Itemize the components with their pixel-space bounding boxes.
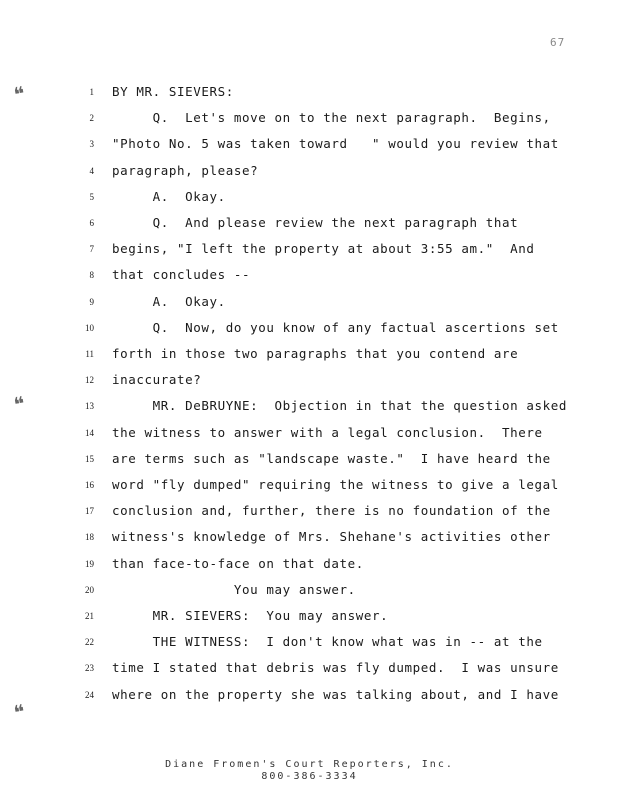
line-text: the witness to answer with a legal conclusion. There	[112, 424, 543, 440]
transcript-line	[0, 372, 619, 392]
line-number: 13	[85, 401, 94, 412]
transcript-line	[0, 110, 619, 130]
transcript-line	[0, 189, 619, 209]
line-text: forth in those two paragraphs that you contend are	[112, 346, 519, 361]
line-number: 18	[85, 532, 94, 543]
line-number: 22	[85, 637, 94, 648]
transcript-line	[0, 241, 619, 261]
transcript-line	[0, 608, 619, 628]
line-text: A. Okay.	[112, 293, 226, 309]
footer-company: Diane Fromen's Court Reporters, Inc.	[165, 759, 454, 770]
line-text: Q. Now, do you know of any factual ascertions set	[112, 319, 559, 335]
line-text: paragraph, please?	[112, 162, 259, 178]
transcript-line	[0, 267, 619, 287]
transcript-line	[0, 215, 619, 235]
line-number: 10	[85, 322, 94, 333]
line-number: 23	[85, 663, 94, 674]
transcript-line	[0, 660, 619, 680]
transcript-line	[0, 687, 619, 707]
transcript-line	[0, 477, 619, 497]
line-text: Q. Let's move on to the next paragraph. Begins,	[112, 110, 551, 126]
line-number: 15	[85, 453, 94, 464]
transcript-line	[0, 163, 619, 183]
line-number: 4	[89, 165, 94, 176]
page-number: 67	[550, 36, 566, 49]
line-number: 24	[85, 689, 94, 700]
transcript-line	[0, 503, 619, 523]
transcript-line	[0, 556, 619, 576]
line-text: MR. DeBRUYNE: Objection in that the question asked	[112, 398, 568, 414]
line-number: 9	[89, 296, 94, 307]
transcript-line	[0, 451, 619, 471]
line-text: witness's knowledge of Mrs. Shehane's activities other	[112, 529, 551, 545]
line-text: word "fly dumped" requiring the witness to give a legal	[112, 477, 559, 492]
line-number: 8	[89, 270, 94, 281]
line-text: where on the property she was talking about, and I have	[112, 686, 559, 702]
margin-mark-icon: ❝	[11, 391, 27, 417]
transcript-line	[0, 136, 619, 156]
line-number: 21	[85, 611, 94, 621]
footer-phone: 800-386-3334	[261, 771, 358, 782]
line-number: 17	[85, 506, 94, 517]
margin-mark-icon: ❝	[11, 699, 27, 725]
line-text: that concludes --	[112, 267, 251, 283]
line-text: "Photo No. 5 was taken toward " would you review that	[112, 136, 559, 152]
transcript-line	[0, 320, 619, 340]
transcript-line	[0, 346, 619, 366]
transcript-line	[0, 84, 619, 104]
line-text: than face-to-face on that date.	[112, 555, 364, 571]
transcript-line	[0, 294, 619, 314]
line-text: conclusion and, further, there is no foundation of the	[112, 503, 551, 519]
transcript-line	[0, 529, 619, 549]
line-number: 19	[85, 558, 94, 569]
line-text: A. Okay.	[112, 188, 226, 204]
transcript-line	[0, 582, 619, 602]
transcript-line	[0, 398, 619, 418]
line-number: 3	[89, 139, 94, 150]
line-number: 7	[89, 244, 94, 255]
line-number: 20	[85, 584, 94, 595]
line-number: 11	[85, 349, 94, 359]
line-text: inaccurate?	[112, 372, 202, 388]
line-text: time I stated that debris was fly dumped. I was unsure	[112, 660, 559, 676]
line-text: Q. And please review the next paragraph that	[112, 215, 519, 230]
line-text: THE WITNESS: I don't know what was in -- at the	[112, 634, 543, 650]
line-number: 1	[89, 87, 94, 97]
line-number: 2	[89, 113, 94, 124]
line-number: 16	[85, 480, 94, 490]
line-number: 14	[85, 427, 94, 438]
margin-mark-icon: ❝	[11, 81, 27, 107]
line-text: are terms such as "landscape waste." I have heard the	[112, 450, 551, 466]
line-number: 12	[85, 375, 94, 386]
line-text: BY MR. SIEVERS:	[112, 84, 234, 99]
transcript-line	[0, 425, 619, 445]
line-number: 6	[89, 218, 94, 228]
line-text: You may answer.	[112, 581, 356, 597]
transcript-line	[0, 634, 619, 654]
line-number: 5	[89, 191, 94, 202]
line-text: MR. SIEVERS: You may answer.	[112, 608, 389, 623]
line-text: begins, "I left the property at about 3:55 am." And	[112, 241, 535, 257]
